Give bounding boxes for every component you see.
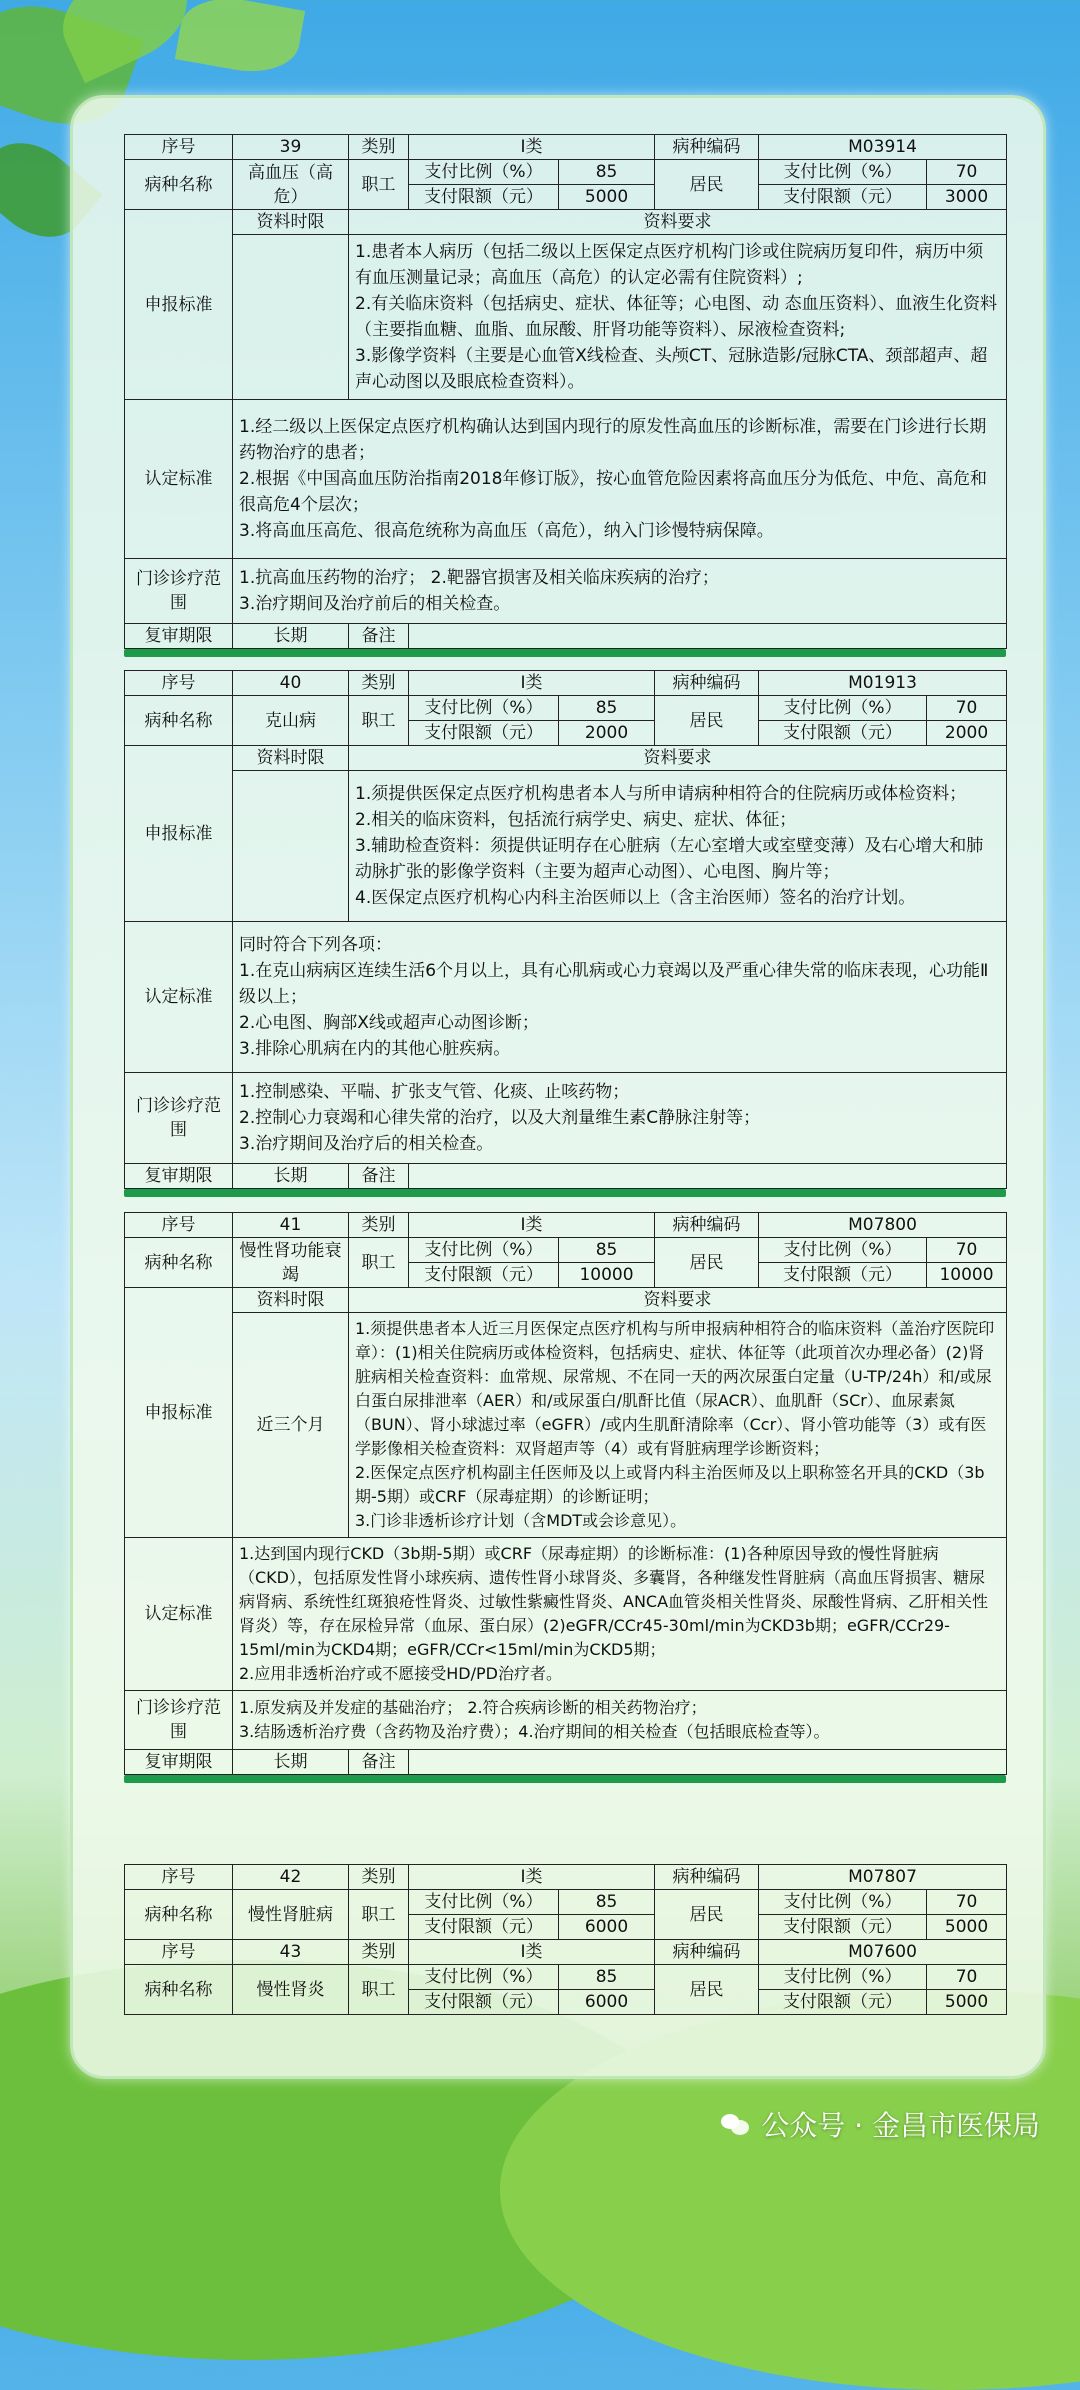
entry-category: Ⅰ类 [409, 1865, 655, 1890]
label-recognize: 认定标准 [125, 1538, 233, 1691]
label-no: 序号 [125, 1213, 233, 1238]
entry-name: 慢性肾脏病 [233, 1890, 349, 1940]
label-no: 序号 [125, 1865, 233, 1890]
label-apply: 申报标准 [125, 210, 233, 400]
label-clinic: 门诊诊疗范围 [125, 559, 233, 624]
worker-limit: 2000 [559, 721, 655, 746]
recognize-line: 3.排除心肌病在内的其他心脏疾病。 [239, 1039, 511, 1059]
footer-label: 公众号 · 金昌市医保局 [761, 2109, 1040, 2142]
apply-line: 1.须提供医保定点医疗机构患者本人与所申请病种相符合的住院病历或体检资料； [355, 784, 967, 804]
label-worker: 职工 [349, 1890, 409, 1940]
label-code: 病种编码 [655, 1213, 759, 1238]
entry-category: Ⅰ类 [409, 1213, 655, 1238]
recognize-line: 2.应用非透析治疗或不愿接受HD/PD治疗者。 [239, 1664, 562, 1683]
worker-ratio: 85 [559, 1890, 655, 1915]
label-name: 病种名称 [125, 1890, 233, 1940]
label-material-req: 资料要求 [349, 746, 1007, 771]
entry-code: M07800 [759, 1213, 1007, 1238]
label-review: 复审期限 [125, 1750, 233, 1775]
resident-ratio: 70 [927, 1238, 1007, 1263]
label-worker-ratio: 支付比例（%） [409, 1965, 559, 1990]
entry-no: 43 [233, 1940, 349, 1965]
leaf-decoration [175, 0, 305, 80]
label-no: 序号 [125, 135, 233, 160]
resident-ratio: 70 [927, 160, 1007, 185]
label-resident-limit: 支付限额（元） [759, 185, 927, 210]
recognize-text [233, 1538, 1007, 1691]
entry-separator [124, 1775, 1006, 1783]
entry-table [124, 134, 1007, 649]
recognize-text [233, 400, 1007, 559]
label-worker-limit: 支付限额（元） [409, 1990, 559, 2015]
entry-no: 41 [233, 1213, 349, 1238]
entry-name: 克山病 [233, 696, 349, 746]
entry-table [124, 670, 1007, 1189]
entry-separator [124, 649, 1006, 657]
worker-ratio: 85 [559, 696, 655, 721]
label-resident-limit: 支付限额（元） [759, 721, 927, 746]
entry-category: Ⅰ类 [409, 671, 655, 696]
label-review: 复审期限 [125, 624, 233, 649]
clinic-line: 3.治疗期间及治疗前后的相关检查。 [239, 594, 511, 614]
resident-ratio: 70 [927, 1890, 1007, 1915]
recognize-line: 2.根据《中国高血压防治指南2018年修订版》，按心血管危险因素将高血压分为低危、中危、高危和很高危4个层次； [239, 469, 987, 515]
apply-line: 3.影像学资料（主要是心血管X线检查、头颅CT、冠脉造影/冠脉CTA、颈部超声、超声心动图以及眼底检查资料）。 [355, 346, 988, 392]
label-review: 复审期限 [125, 1164, 233, 1189]
recognize-line: 1.达到国内现行CKD（3b期-5期）或CRF（尿毒症期）的诊断标准：(1)各种原因导致的慢性肾脏病（CKD），包括原发性肾小球疾病、遗传性肾小球肾炎、多囊肾，各种继发性肾脏病（高血压肾损害、糖尿病肾病、系统性红斑狼疮性肾炎、过敏性紫癜性肾炎、ANCA血管炎相关性肾炎、尿酸性肾病、乙肝相关性肾炎）等，存在尿检异常（血尿、蛋白尿）(2)eGFR/CCr45-30ml/min为CKD3b期；eGFR/CCr29-15ml/min为CKD4期；eGFR/CCr<15ml/min为CKD5期； [239, 1544, 989, 1659]
label-material-req: 资料要求 [349, 210, 1007, 235]
label-resident-limit: 支付限额（元） [759, 1263, 927, 1288]
entry-table [124, 1212, 1007, 1775]
review-period: 长期 [233, 1750, 349, 1775]
entry-separator [124, 1189, 1006, 1197]
entry-code: M03914 [759, 135, 1007, 160]
entry-code: M07600 [759, 1940, 1007, 1965]
label-resident: 居民 [655, 1965, 759, 2015]
worker-ratio: 85 [559, 1238, 655, 1263]
label-recognize: 认定标准 [125, 400, 233, 559]
material-time [233, 771, 349, 922]
apply-line: 2.医保定点医疗机构副主任医师及以上或肾内科主治医师及以上职称签名开具的CKD（3b期-5期）或CRF（尿毒症期）的诊断证明； [355, 1463, 985, 1506]
resident-limit: 2000 [927, 721, 1007, 746]
label-recognize: 认定标准 [125, 922, 233, 1073]
entry-category: Ⅰ类 [409, 135, 655, 160]
entry-name: 慢性肾炎 [233, 1965, 349, 2015]
label-clinic: 门诊诊疗范围 [125, 1073, 233, 1164]
recognize-line: 同时符合下列各项： [239, 935, 392, 955]
apply-line: 2.有关临床资料（包括病史、症状、体征等；心电图、动 态血压资料）、血液生化资料（主要指血糖、血脂、血尿酸、肝肾功能等资料）、尿液检查资料; [355, 294, 998, 340]
label-no: 序号 [125, 671, 233, 696]
remark-value [409, 624, 1007, 649]
label-worker: 职工 [349, 160, 409, 210]
disease-entry-41 [124, 1212, 1006, 1783]
recognize-line: 1.在克山病病区连续生活6个月以上，具有心肌病或心力衰竭以及严重心律失常的临床表现，心功能Ⅱ级以上； [239, 961, 989, 1007]
label-category: 类别 [349, 671, 409, 696]
label-name: 病种名称 [125, 696, 233, 746]
resident-ratio: 70 [927, 696, 1007, 721]
resident-limit: 10000 [927, 1263, 1007, 1288]
recognize-line: 1.经二级以上医保定点医疗机构确认达到国内现行的原发性高血压的诊断标准，需要在门诊进行长期药物治疗的患者； [239, 417, 987, 463]
clinic-line: 1.抗高血压药物的治疗； 2.靶器官损害及相关临床疾病的治疗； [239, 568, 719, 588]
label-resident-limit: 支付限额（元） [759, 1915, 927, 1940]
label-code: 病种编码 [655, 671, 759, 696]
label-resident-ratio: 支付比例（%） [759, 1238, 927, 1263]
label-worker: 职工 [349, 696, 409, 746]
review-period: 长期 [233, 624, 349, 649]
resident-ratio: 70 [927, 1965, 1007, 1990]
footer-account[interactable] [721, 2104, 1040, 2144]
clinic-line: 3.结肠透析治疗费（含药物及治疗费）；4.治疗期间的相关检查（包括眼底检查等）。 [239, 1722, 830, 1741]
label-resident: 居民 [655, 1890, 759, 1940]
worker-ratio: 85 [559, 1965, 655, 1990]
worker-limit: 5000 [559, 185, 655, 210]
label-worker-limit: 支付限额（元） [409, 1915, 559, 1940]
label-category: 类别 [349, 135, 409, 160]
worker-limit: 6000 [559, 1915, 655, 1940]
worker-limit: 10000 [559, 1263, 655, 1288]
label-remark: 备注 [349, 1164, 409, 1189]
recognize-text [233, 922, 1007, 1073]
clinic-line: 1.原发病及并发症的基础治疗； 2.符合疾病诊断的相关药物治疗； [239, 1698, 707, 1717]
entry-code: M07807 [759, 1865, 1007, 1890]
clinic-line: 1.控制感染、平喘、扩张支气管、化痰、止咳药物； [239, 1082, 630, 1102]
resident-limit: 5000 [927, 1915, 1007, 1940]
label-no: 序号 [125, 1940, 233, 1965]
label-worker-ratio: 支付比例（%） [409, 1238, 559, 1263]
label-worker: 职工 [349, 1965, 409, 2015]
label-remark: 备注 [349, 1750, 409, 1775]
apply-text [349, 1313, 1007, 1538]
resident-limit: 3000 [927, 185, 1007, 210]
worker-limit: 6000 [559, 1990, 655, 2015]
entry-category: Ⅰ类 [409, 1940, 655, 1965]
label-worker-ratio: 支付比例（%） [409, 1890, 559, 1915]
resident-limit: 5000 [927, 1990, 1007, 2015]
disease-entry-40 [124, 670, 1006, 1197]
label-name: 病种名称 [125, 1238, 233, 1288]
entry-no: 39 [233, 135, 349, 160]
clinic-text [233, 1691, 1007, 1750]
clinic-line: 2.控制心力衰竭和心律失常的治疗，以及大剂量维生素C静脉注射等； [239, 1108, 761, 1128]
label-material-req: 资料要求 [349, 1288, 1007, 1313]
material-time: 近三个月 [233, 1313, 349, 1538]
label-code: 病种编码 [655, 135, 759, 160]
label-name: 病种名称 [125, 1965, 233, 2015]
label-code: 病种编码 [655, 1940, 759, 1965]
entry-no: 42 [233, 1865, 349, 1890]
clinic-line: 3.治疗期间及治疗后的相关检查。 [239, 1134, 494, 1154]
apply-text [349, 235, 1007, 400]
label-material-time: 资料时限 [233, 746, 349, 771]
entry-table [124, 1864, 1007, 2015]
label-resident: 居民 [655, 696, 759, 746]
apply-line: 4.医保定点医疗机构心内科主治医师以上（含主治医师）签名的治疗计划。 [355, 888, 916, 908]
wechat-icon [721, 2112, 751, 2136]
label-resident-ratio: 支付比例（%） [759, 1965, 927, 1990]
remark-value [409, 1750, 1007, 1775]
recognize-line: 3.将高血压高危、很高危统称为高血压（高危），纳入门诊慢特病保障。 [239, 521, 774, 541]
clinic-text [233, 1073, 1007, 1164]
clinic-text [233, 559, 1007, 624]
label-worker-ratio: 支付比例（%） [409, 160, 559, 185]
label-remark: 备注 [349, 624, 409, 649]
label-material-time: 资料时限 [233, 210, 349, 235]
entry-name: 慢性肾功能衰竭 [233, 1238, 349, 1288]
review-period: 长期 [233, 1164, 349, 1189]
label-worker-limit: 支付限额（元） [409, 185, 559, 210]
label-resident: 居民 [655, 1238, 759, 1288]
label-apply: 申报标准 [125, 746, 233, 922]
apply-line: 3.门诊非透析诊疗计划（含MDT或会诊意见）。 [355, 1511, 687, 1530]
label-worker: 职工 [349, 1238, 409, 1288]
label-material-time: 资料时限 [233, 1288, 349, 1313]
disease-entries-42-43 [124, 1864, 1006, 2015]
label-resident-limit: 支付限额（元） [759, 1990, 927, 2015]
apply-line: 1.患者本人病历（包括二级以上医保定点医疗机构门诊或住院病历复印件，病历中须有血压测量记录；高血压（高危）的认定必需有住院资料）; [355, 242, 984, 288]
label-category: 类别 [349, 1213, 409, 1238]
label-category: 类别 [349, 1865, 409, 1890]
remark-value [409, 1164, 1007, 1189]
label-category: 类别 [349, 1940, 409, 1965]
label-worker-limit: 支付限额（元） [409, 1263, 559, 1288]
label-resident-ratio: 支付比例（%） [759, 160, 927, 185]
label-code: 病种编码 [655, 1865, 759, 1890]
apply-line: 2.相关的临床资料，包括流行病学史、病史、症状、体征； [355, 810, 797, 830]
label-name: 病种名称 [125, 160, 233, 210]
entry-code: M01913 [759, 671, 1007, 696]
apply-text [349, 771, 1007, 922]
disease-entry-39 [124, 134, 1006, 657]
label-resident-ratio: 支付比例（%） [759, 696, 927, 721]
label-clinic: 门诊诊疗范围 [125, 1691, 233, 1750]
apply-line: 3.辅助检查资料：须提供证明存在心脏病（左心室增大或室壁变薄）及右心增大和肺动脉扩张的影像学资料（主要为超声心动图）、心电图、胸片等； [355, 836, 984, 882]
label-resident-ratio: 支付比例（%） [759, 1890, 927, 1915]
label-worker-ratio: 支付比例（%） [409, 696, 559, 721]
label-worker-limit: 支付限额（元） [409, 721, 559, 746]
entry-name: 高血压（高危） [233, 160, 349, 210]
label-resident: 居民 [655, 160, 759, 210]
apply-line: 1.须提供患者本人近三月医保定点医疗机构与所申报病种相符合的临床资料（盖治疗医院印章）：(1)相关住院病历或体检资料，包括病史、症状、体征等（此项首次办理必备）(2)肾脏病相关检查资料：血常规、尿常规、不在同一天的两次尿蛋白定量（U-TP/24h）和/或尿白蛋白尿排泄率（AER）和/或尿蛋白/肌酐比值（尿ACR）、血肌酐（SCr）、血尿素氮（BUN）、肾小球滤过率（eGFR）/或内生肌酐清除率（Ccr）、肾小管功能等（3）或有医学影像相关检查资料：双肾超声等（4）或有肾脏病理学诊断资料； [355, 1319, 995, 1458]
material-time [233, 235, 349, 400]
recognize-line: 2.心电图、胸部X线或超声心动图诊断； [239, 1013, 539, 1033]
worker-ratio: 85 [559, 160, 655, 185]
entry-no: 40 [233, 671, 349, 696]
label-apply: 申报标准 [125, 1288, 233, 1538]
